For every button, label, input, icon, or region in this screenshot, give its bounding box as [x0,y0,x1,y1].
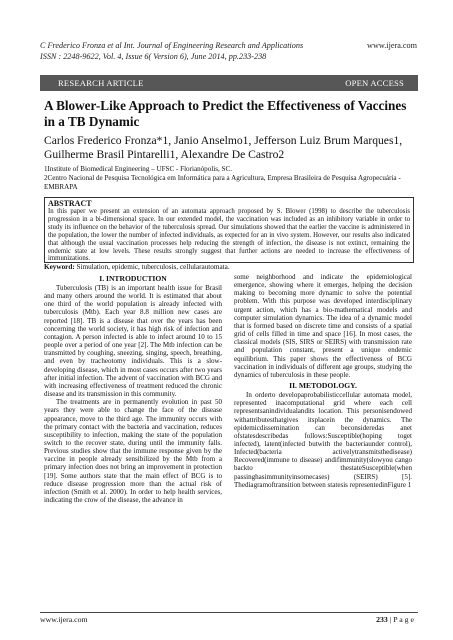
abstract-heading: ABSTRACT [48,199,92,208]
author-list: Carlos Frederico Fronza*1, Janio Anselmo1, Jefferson Luiz Brum Marques1, Guilherme Brasil Pintarelli1, Alexandre De Castro2 [44,134,403,161]
left-column [44,272,222,504]
affiliation-1: 1Institute of Biomedical Engineering – UFSC - Florianópolis, SC. [44,165,232,173]
research-article-label: RESEARCH ARTICLE [58,78,144,88]
intro-paragraph-3: some neighborhood and indicate the epidemiological emergence, showing where it emerges, helping the decision making to becoming more dynamic to solve the potential problem. With this purpose was developed interdisciplinary urgent action, which has a bio-mathematical models and computer simulation dynamics. The idea of a dynamic model that is formed based on discrete time and consists of a spatial grid of cells filled in time and space [16]. In most cases, the classical models (SIS, SIRS or SEIRS) with transmission rate and population constant, present a unique endemic equilibrium. This paper shows the effectiveness of BCG vaccination in individuals of different age groups, studying the dynamics of tuberculosis in these people. [234,273,412,379]
citation-line-2: ISSN : 2248-9622, Vol. 4, Issue 6( Version 6), June 2014, pp.233-238 [40,52,267,61]
open-access-label: OPEN ACCESS [345,78,404,88]
right-column [234,273,412,489]
section-heading-introduction: I. INTRODUCTION [99,274,167,283]
affiliation-2: 2Centro Nacional de Pesquisa Tecnológica em Informática para a Agricultura, Empresa Brasileira de Pesquisa Agropecuária - EMBRAPA [44,174,401,192]
page-footer [40,612,418,624]
citation-line-1: C Frederico Fronza et al Int. Journal of Engineering Research and Applications [40,41,304,50]
keywords [44,263,416,272]
intro-paragraph-2: The treatments are in permanently evolution in past 50 years they were able to change the face of the disease appearance, move to the third age. The immunity occurs with the primary contact with the bacteria and vaccination, reduces susceptibility to infection, making the state of the population switch to the recover state, during until the immunity falls. Previous studies show that the immune response given by the vaccine in people already sensibilized by the Mtb from a primary infection does not bring an improvement in protection [19]. Some authors state that the main effect of BCG is to reduce disease progression more than the actual risk of infection (Smith et al. 2000). In order to help health services, indicating the crow of the disease, the advance in [44,398,222,505]
page-number [376,615,414,624]
article-type-banner [40,75,418,91]
page-number-value: 233 [376,615,388,624]
paper-title: A Blower-Like Approach to Predict the Effectiveness of Vaccines in a TB Dynamic [44,98,407,129]
affiliations [44,165,416,193]
page-label: | P a g e [389,615,414,624]
journal-header [40,40,417,62]
footer-website[interactable]: www.ijera.com [40,615,88,624]
abstract-text: In this paper we present an extension of an automata approach proposed by S. Blower (1998) to describe the tuberculosis progression in a bi-dimensional space. In our extended model, the vaccination was included as an inhibitory variable in order to study its influence on the behavior of the tuberculosis spread. Our simulations showed that the earlier the vaccine is administered in the population, the lower the number of infected individuals, as expected for an in vivo system. However, our results also indicated that although the usual vaccination processes help reducing the strength of infection, the disease is not extinct, remaining the endemic state at low levels. These results strongly suggest that further actions are needed to increase the effectiveness of immunizations. [48,208,410,263]
keywords-text: Simulation, epidemic, tuberculosis, cellularautomata. [76,263,230,271]
journal-website[interactable]: www.ijera.com [367,41,417,50]
abstract-box [44,197,414,263]
section-heading-methodology: II. METODOLOGY. [289,381,357,391]
keywords-label: Keyword: [44,263,75,271]
methodology-paragraph-1: In orderto developaprobabilisticcellular automata model, represented inacomputational grid where each cell representsanindividualandits location. This personisendowed withattributesthatgives itsplacein the dynamics. The epidemicdissemination can beconsideredas anet ofstatesdescribedas follows:Susceptible(hoping toget infected), latent(infected butwith the bacteriaunder control), Infected(bacteria activelytransmitsthedisease) Recovered(immune to disease) andifimmunity(slowyou cango backto thestateSusceptible(when passinghasimmunityinsomecases) (SEIRS) [5]. Thediagramoftransition between statesis representedinFigure 1 [234,391,412,489]
intro-paragraph-1: Tuberculosis (TB) is an important health issue for Brasil and many others around the world. It is estimated that about one third of the world population is already infected with tuberculosis (Mtb). Each year 8.8 million new cases are reported [18]. TB is a disease that over the years has been concerning the world society, it has high risk of infection and contagion. A person infected is able to infect around 10 to 15 people over a period of one year [2]. The Mtb infection can be transmitted by coughing, sneezing, singing, speech, breathing, and even by tracheotomy individuals. This is a slow-developing disease, which in most cases occurs after two years after initial infection. The advent of vaccination with BCG and with increasing effectiveness of treatment reduced the chronic disease and its transmission in this community. [44,284,222,399]
